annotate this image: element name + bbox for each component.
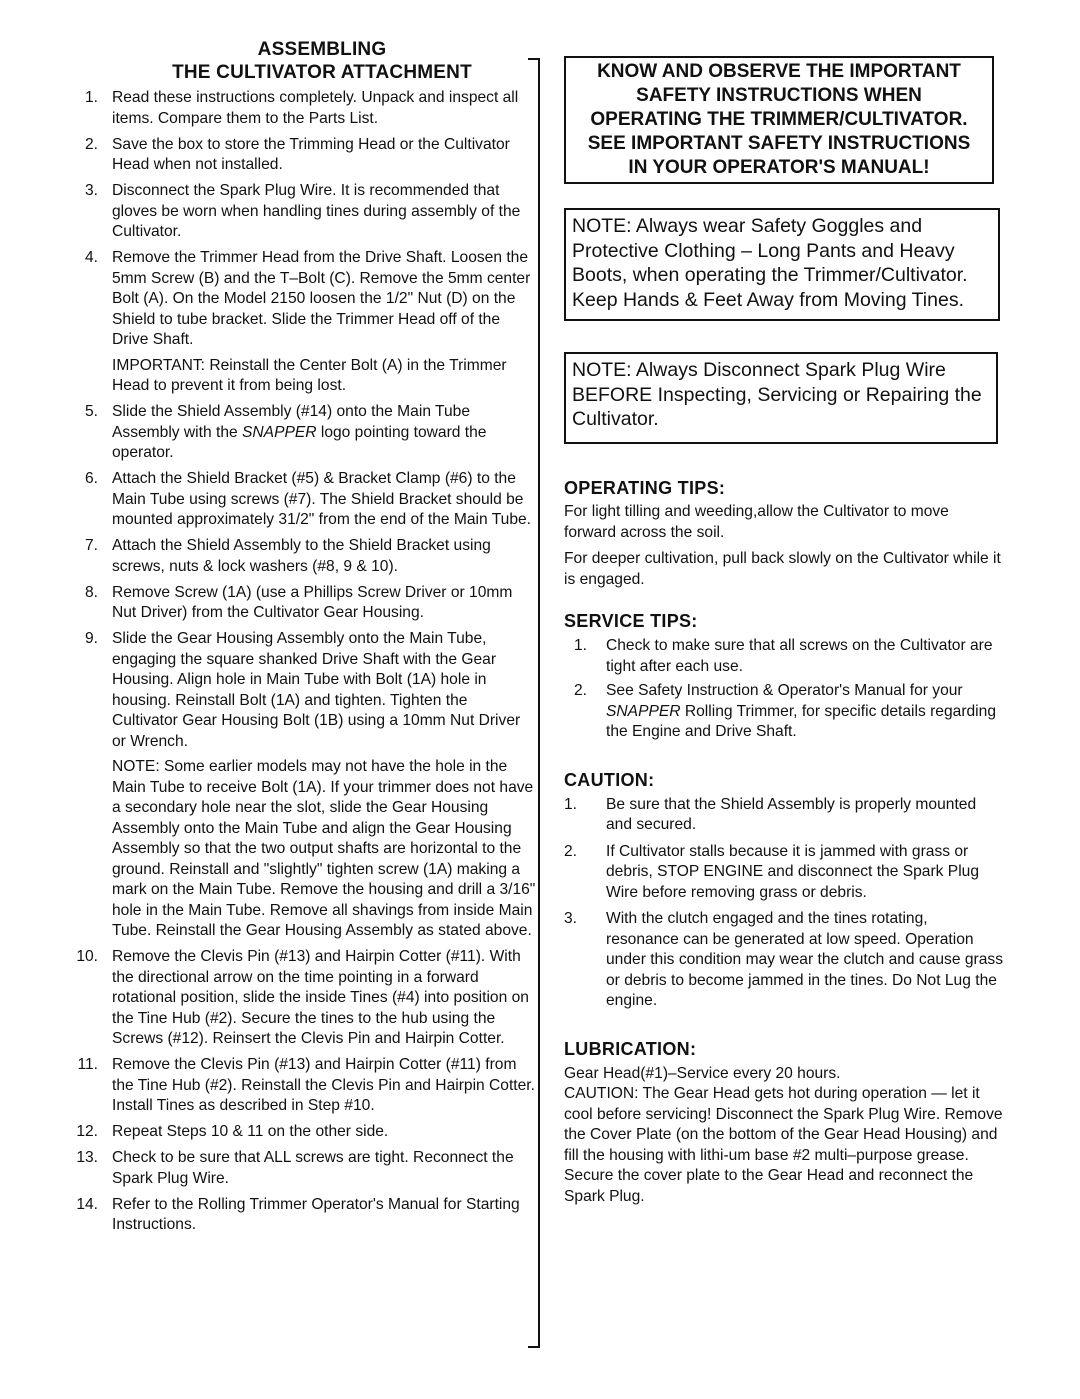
step-text: Read these instructions completely. Unpack and inspect all items. Compare them to the Parts List. [112, 89, 519, 127]
assembly-step-7 [68, 536, 536, 577]
step-number: 12. [76, 1123, 98, 1140]
safety-line-3: OPERATING THE TRIMMER/CULTIVATOR. [590, 109, 968, 130]
step-number: 2. [84, 135, 98, 153]
step-text-part-a: Slide the Shield Assembly (#14) onto the Main Tube Assembly with the [112, 403, 471, 441]
step-number: 6. [84, 470, 98, 487]
step-number: 14. [76, 1195, 98, 1213]
step-note: NOTE: Some earlier models may not have the hole in the Main Tube to receive Bolt (1A). If your trimmer does not have a secondary hole near the slot, slide the Gear Housing Assembly onto the Main Tube and align the Gear Housing Assembly so that the two output shafts are horizontal to the ground. Reinstall and "slightly" tighten screw (1A) making a mark on the Main Tube. Remove the housing and drill a 3/16" hole in the Main Tube. Remove all shavings from inside Main Tube. Reinstall the Gear Housing Assembly as stated above. [112, 758, 536, 939]
spark-plug-note-box: NOTE: Always Disconnect Spark Plug Wire BEFORE Inspecting, Servicing or Repairing the Cultivator. [564, 352, 998, 444]
assembly-step-9 [68, 629, 536, 942]
operating-tip-1: For light tilling and weeding,allow the Cultivator to move forward across the soil. [564, 503, 949, 541]
assembly-steps-list [68, 88, 536, 1236]
assembly-step-14 [68, 1195, 536, 1236]
step-number: 8. [84, 583, 98, 601]
caution-text: If Cultivator stalls because it is jammed with grass or debris, STOP ENGINE and disconnect the Spark Plug Wire before removing grass or debris. [606, 842, 980, 901]
service-tip-1 [564, 636, 1004, 677]
step-number: 4. [84, 249, 98, 266]
step-text: Attach the Shield Bracket (#5) & Bracket Clamp (#6) to the Main Tube using screws (#7). The Shield Bracket should be mounted approximately 31/2" from the end of the Main Tube. [112, 470, 532, 528]
step-text: Attach the Shield Assembly to the Shield Bracket using screws, nuts & lock washers (#8, 9 & 10). [112, 537, 491, 575]
assembly-instructions-column [68, 38, 536, 1241]
assembly-step-12 [68, 1122, 536, 1143]
step-text: Check to be sure that ALL screws are tight. Reconnect the Spark Plug Wire. [112, 1149, 514, 1187]
step-number: 11. [77, 1056, 98, 1073]
tip-text: Check to make sure that all screws on the Cultivator are tight after each use. [606, 637, 993, 675]
lubrication-text [564, 1064, 1004, 1208]
step-number: 3. [84, 182, 98, 199]
step-number: 5. [84, 403, 98, 420]
step-number: 10. [76, 948, 98, 965]
step-text: Remove the Clevis Pin (#13) and Hairpin Cotter (#11) from the Tine Hub (#2). Reinstall the Clevis Pin and Hairpin Cotter. Install Tines as described in Step #10. [112, 1056, 535, 1114]
caution-heading: CAUTION: [564, 769, 655, 790]
service-tips-heading: SERVICE TIPS: [564, 611, 698, 631]
assembling-title [68, 38, 536, 84]
assembling-title-line2: THE CULTIVATOR ATTACHMENT [172, 62, 472, 83]
assembly-step-6 [68, 469, 536, 531]
assembly-step-2 [68, 135, 536, 176]
step-number: 9. [84, 630, 98, 647]
assembly-step-3 [68, 181, 536, 243]
step-text [112, 402, 536, 464]
caution-item-1 [564, 795, 1004, 836]
assembly-step-5 [68, 402, 536, 464]
step-number: 1. [84, 89, 98, 106]
step-text: Remove the Trimmer Head from the Drive Shaft. Loosen the 5mm Screw (B) and the T–Bolt (C). Remove the 5mm center Bolt (A). On the Model 2150 loosen the 1/2" Nut (D) on the Shield to tube bracket. Slide the Trimmer Head off of the Drive Shaft. [112, 249, 531, 348]
caution-list [564, 795, 1004, 1012]
lubrication-service-interval: Gear Head(#1)–Service every 20 hours. [564, 1064, 841, 1082]
caution-item-3 [564, 909, 1004, 1012]
safety-warning-box [564, 56, 994, 184]
assembling-title-line1: ASSEMBLING [257, 39, 387, 60]
goggles-note-box: NOTE: Always wear Safety Goggles and Protective Clothing – Long Pants and Heavy Boots, when operating the Trimmer/Cultivator. Keep Hands & Feet Away from Moving Tines. [564, 208, 1000, 321]
step-text: Remove Screw (1A) (use a Phillips Screw Driver or 10mm Nut Driver) from the Cultivator Gear Housing. [112, 583, 513, 621]
tip-text-part-a: See Safety Instruction & Operator's Manual for your [606, 682, 963, 699]
safety-line-4: SEE IMPORTANT SAFETY INSTRUCTIONS [587, 133, 971, 154]
safety-line-2: SAFETY INSTRUCTIONS WHEN [636, 85, 922, 106]
tip-text-part-b: Rolling Trimmer, for specific details regarding the Engine and Drive Shaft. [606, 702, 996, 740]
service-tips-list [564, 636, 1004, 743]
caution-text: With the clutch engaged and the tines rotating, resonance can be generated at low speed. Operation under this condition may wear the clutch and cause grass or debris to become jammed in the tines. Do Not Lug the engine. [606, 910, 1003, 1009]
safety-line-1: KNOW AND OBSERVE THE IMPORTANT [597, 61, 961, 82]
operating-tip-2: For deeper cultivation, pull back slowly on the Cultivator while it is engaged. [564, 550, 1001, 588]
service-tip-2 [564, 681, 1004, 743]
step-text: Remove the Clevis Pin (#13) and Hairpin Cotter (#11). With the directional arrow on the time pointing in a forward rotational position, slide the inside Tines (#4) into position on the Tine Hub (#2). Secure the tines to the hub using the Screws (#12). Reinsert the Clevis Pin and Hairpin Cotter. [112, 948, 529, 1047]
step-number: 13. [76, 1149, 98, 1166]
caution-number: 3. [564, 910, 578, 927]
tip-number: 1. [574, 637, 588, 654]
step-text: Refer to the Rolling Trimmer Operator's Manual for Starting Instructions. [112, 1195, 520, 1233]
snapper-brand: SNAPPER [242, 423, 317, 441]
assembly-step-8 [68, 583, 536, 624]
step-text: Slide the Gear Housing Assembly onto the Main Tube, engaging the square shanked Drive Shaft with the Gear Housing. Align hole in Main Tube with Bolt (1A) hole in housing. Reinstall Bolt (1A) and tighten. Tighten the Cultivator Gear Housing Bolt (1B) using a 10mm Nut Driver or Wrench. [112, 630, 521, 750]
step-text: Save the box to store the Trimming Head or the Cultivator Head when not installed. [112, 135, 510, 173]
assembly-step-13 [68, 1148, 536, 1189]
lubrication-heading: LUBRICATION: [564, 1038, 697, 1059]
assembly-step-10 [68, 947, 536, 1050]
lubrication-caution: CAUTION: The Gear Head gets hot during operation — let it cool before servicing! Disconnect the Spark Plug Wire. Remove the Cover Plate (on the bottom of the Gear Head Housing) and fill the housing with lithi-um base #2 multi–purpose grease. Secure the cover plate to the Gear Head and reconnect the Spark Plug. [564, 1085, 1003, 1205]
tips-column [564, 56, 1004, 1207]
caution-text: Be sure that the Shield Assembly is properly mounted and secured. [606, 795, 977, 833]
assembly-step-4 [68, 248, 536, 397]
step-important-note: IMPORTANT: Reinstall the Center Bolt (A) in the Trimmer Head to prevent it from being lost. [112, 356, 507, 394]
snapper-brand: SNAPPER [606, 702, 681, 720]
caution-number: 2. [564, 842, 578, 860]
step-number: 7. [84, 537, 98, 554]
step-text-part-b: logo pointing toward the operator. [112, 423, 487, 461]
column-divider-bracket [538, 58, 540, 1348]
caution-number: 1. [564, 795, 578, 813]
assembly-step-1 [68, 88, 536, 129]
step-text: Repeat Steps 10 & 11 on the other side. [112, 1123, 389, 1140]
tip-number: 2. [574, 682, 588, 699]
caution-item-2 [564, 842, 1004, 904]
assembly-step-11 [68, 1055, 536, 1117]
step-text: Disconnect the Spark Plug Wire. It is recommended that gloves be worn when handling tines during assembly of the Cultivator. [112, 182, 521, 240]
safety-line-5: IN YOUR OPERATOR'S MANUAL! [628, 157, 930, 178]
operating-tips-heading: OPERATING TIPS: [564, 478, 726, 498]
